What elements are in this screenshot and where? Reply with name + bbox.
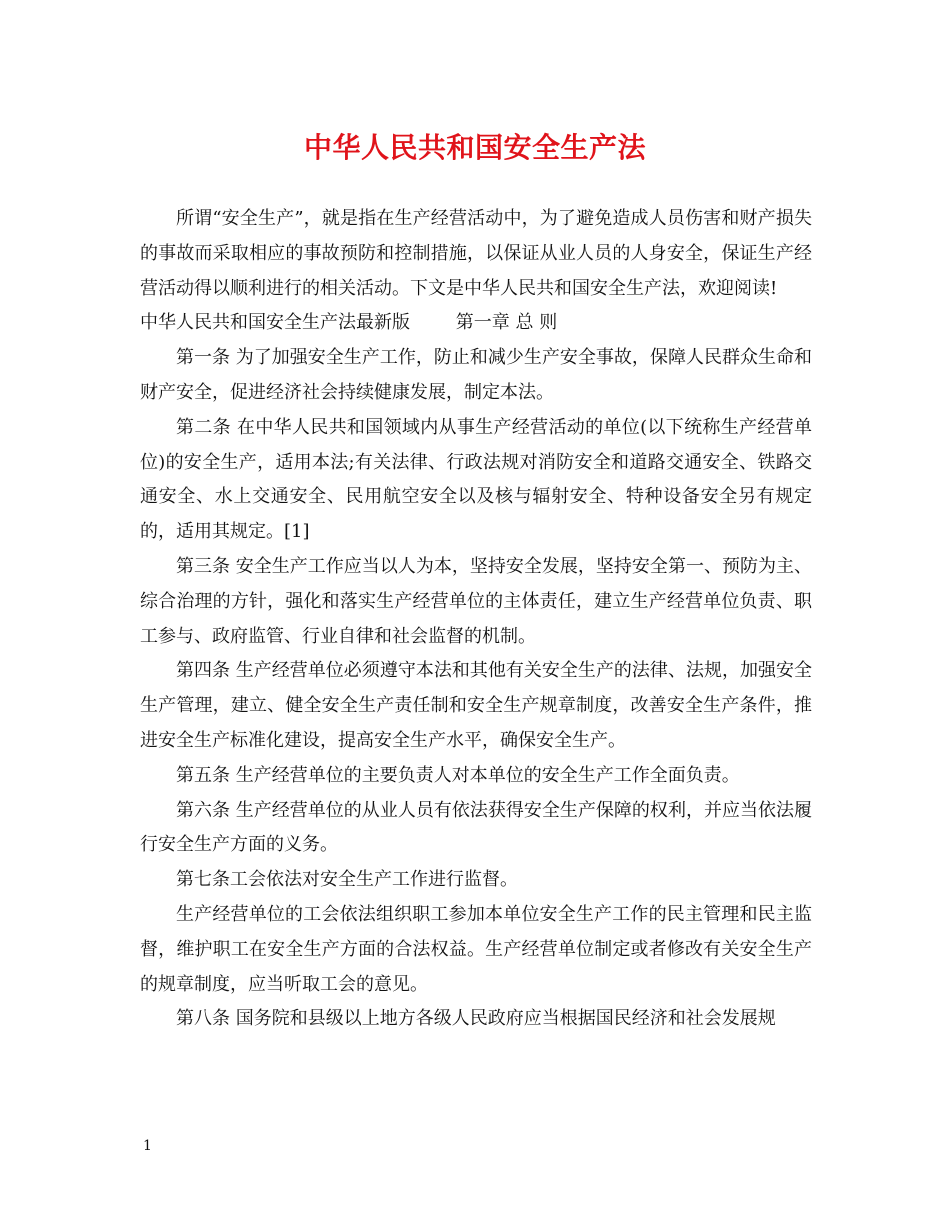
intro-paragraph: 所谓“安全生产”，就是指在生产经营活动中，为了避免造成人员伤害和财产损失的事故而采取相应的事故预防和控制措施，以保证从业人员的人身安全，保证生产经营活动得以顺利进行的相关活动。下文是中华人民共和国安全生产法，欢迎阅读!: [140, 208, 812, 299]
article-paragraph: 第三条 安全生产工作应当以人为本，坚持安全发展，坚持安全第一、预防为主、综合治理的方针，强化和落实生产经营单位的主体责任，建立生产经营单位负责、职工参与、政府监管、行业自律和社会监督的机制。: [140, 555, 812, 647]
article-paragraph: 生产经营单位的工会依法组织职工参加本单位安全生产工作的民主管理和民主监督，维护职工在安全生产方面的合法权益。生产经营单位制定或者修改有关安全生产的规章制度，应当听取工会的意见。: [140, 903, 812, 995]
document-title: 中华人民共和国安全生产法: [303, 131, 646, 164]
article-paragraph: 第五条 生产经营单位的主要负责人对本单位的安全生产工作全面负责。: [176, 764, 740, 786]
version-chapter-line: [140, 306, 812, 341]
chapter-heading: 第一章 总 则: [455, 312, 558, 334]
article-paragraph: 第一条 为了加强安全生产工作，防止和减少生产安全事故，保障人民群众生命和财产安全，促进经济社会持续健康发展，制定本法。: [140, 347, 812, 403]
document-body: [140, 202, 812, 1037]
version-line: 中华人民共和国安全生产法最新版: [140, 312, 410, 334]
article-paragraph: 第六条 生产经营单位的从业人员有依法获得安全生产保障的权利，并应当依法履行安全生产方面的义务。: [140, 799, 812, 856]
article-paragraph: 第二条 在中华人民共和国领域内从事生产经营活动的单位(以下统称生产经营单位)的安全生产，适用本法;有关法律、行政法规对消防安全和道路交通安全、铁路交通安全、水上交通安全、民用航空安全以及核与辐射安全、特种设备安全另有规定的，适用其规定。[1]: [140, 416, 812, 543]
article-paragraph: 第七条工会依法对安全生产工作进行监督。: [176, 869, 518, 891]
page-number: 1: [143, 1138, 152, 1154]
article-paragraph: 第四条 生产经营单位必须遵守本法和其他有关安全生产的法律、法规，加强安全生产管理，建立、健全安全生产责任制和安全生产规章制度，改善安全生产条件，推进安全生产标准化建设，提高安全生产水平，确保安全生产。: [140, 660, 812, 751]
article-paragraph: 第八条 国务院和县级以上地方各级人民政府应当根据国民经济和社会发展规: [176, 1008, 776, 1030]
